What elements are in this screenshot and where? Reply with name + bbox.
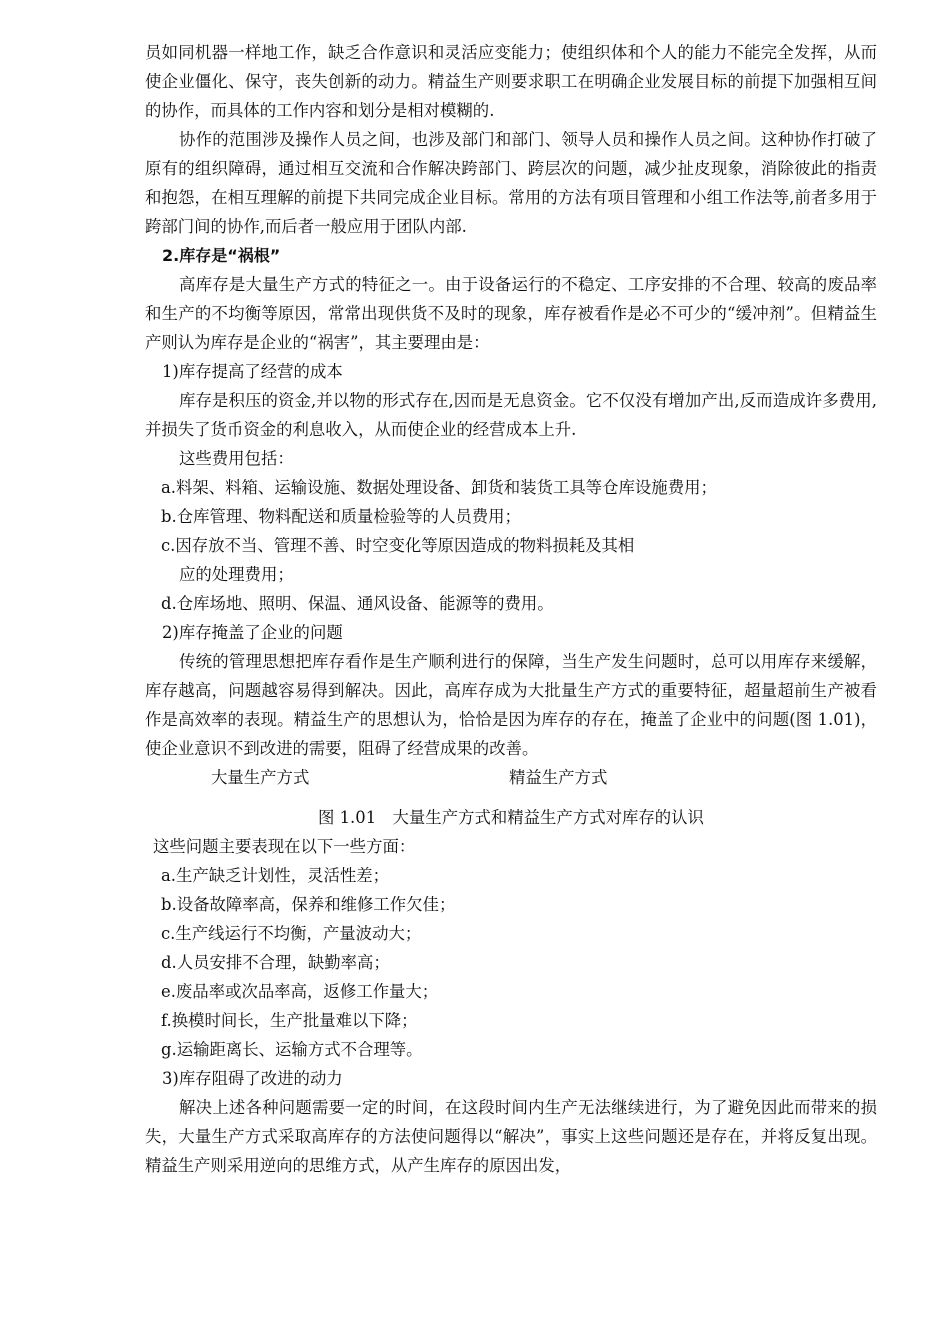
paragraph-problems-intro: 这些问题主要表现在以下一些方面： — [153, 837, 416, 856]
paragraph-hides-problems: 传统的管理思想把库存看作是生产顺利进行的保障，当生产发生问题时，总可以用库存来缓解，库存越高，问题越容易得到解决。因此，高库存成为大批量生产方式的重要特征，超量超前生产被看作是高效率的表现。精益生产的思想认为，恰恰是因为库存的存在，掩盖了企业中的问题(图 1.01)，使企业意识不到改进的需要，阻碍了经营成果的改善。 — [145, 652, 877, 758]
list-item-problem-c: c.生产线运行不均衡，产量波动大； — [161, 924, 422, 943]
paragraph-cost: 库存是积压的资金,并以物的形式存在,因而是无息资金。它不仅没有增加产出,反而造成许多费用,并损失了货币资金的利息收入，从而使企业的经营成本上升. — [145, 391, 877, 439]
list-item-cost-d: d.仓库场地、照明、保温、通风设备、能源等的费用。 — [161, 594, 554, 613]
paragraph-cooperation-scope: 协作的范围涉及操作人员之间，也涉及部门和部门、领导人员和操作人员之间。这种协作打破了原有的组织障碍，通过相互交流和合作解决跨部门、跨层次的问题，减少扯皮现象，消除彼此的指责和抱怨，在相互理解的前提下共同完成企业目标。常用的方法有项目管理和小组工作法等,前者多用于跨部门间的协作,而后者一般应用于团队内部. — [145, 130, 877, 236]
list-item-problem-a: a.生产缺乏计划性，灵活性差； — [161, 866, 390, 885]
figure-labels — [145, 763, 877, 793]
list-item-cost-b: b.仓库管理、物料配送和质量检验等的人员费用； — [161, 507, 521, 526]
subheading-hides-problems: 2)库存掩盖了企业的问题 — [162, 623, 343, 642]
figure-label-mass-production: 大量生产方式 — [211, 768, 310, 787]
list-item-problem-e: e.废品率或次品率高，返修工作量大； — [161, 982, 439, 1001]
subheading-blocks-improvement: 3)库存阻碍了改进的动力 — [162, 1069, 343, 1088]
list-item-cost-a: a.料架、料箱、运输设施、数据处理设备、卸货和装货工具等仓库设施费用； — [161, 478, 717, 497]
figure-caption: 图 1.01 大量生产方式和精益生产方式对库存的认识 — [318, 808, 704, 827]
page-content — [145, 38, 877, 1180]
paragraph-inventory-intro: 高库存是大量生产方式的特征之一。由于设备运行的不稳定、工序安排的不合理、较高的废品率和生产的不均衡等原因，常常出现供货不及时的现象，库存被看作是必不可少的“缓冲剂”。但精益生产则认为库存是企业的“祸害”，其主要理由是： — [145, 275, 877, 352]
list-item-cost-c-continued: 应的处理费用； — [179, 565, 294, 584]
paragraph-cost-list-intro: 这些费用包括： — [179, 449, 294, 468]
paragraph-blocks-improvement: 解决上述各种问题需要一定的时间，在这段时间内生产无法继续进行，为了避免因此而带来的损失，大量生产方式采取高库存的方法使问题得以“解决”，事实上这些问题还是存在，并将反复出现。精益生产则采用逆向的思维方式，从产生库存的原因出发， — [145, 1098, 877, 1175]
figure-spacer — [145, 793, 877, 803]
list-item-problem-g: g.运输距离长、运输方式不合理等。 — [161, 1040, 423, 1059]
list-item-problem-b: b.设备故障率高，保养和维修工作欠佳； — [161, 895, 456, 914]
paragraph-cooperation-end: 员如同机器一样地工作，缺乏合作意识和灵活应变能力；使组织体和个人的能力不能完全发挥，从而使企业僵化、保守，丧失创新的动力。精益生产则要求职工在明确企业发展目标的前提下加强相互间的协作，而具体的工作内容和划分是相对模糊的. — [145, 43, 877, 120]
figure-label-lean-production: 精益生产方式 — [509, 768, 608, 787]
list-item-problem-d: d.人员安排不合理，缺勤率高； — [161, 953, 390, 972]
list-item-problem-f: f.换模时间长，生产批量难以下降； — [161, 1011, 418, 1030]
section-heading-inventory: 2.库存是“祸根” — [162, 246, 281, 265]
list-item-cost-c: c.因存放不当、管理不善、时空变化等原因造成的物料损耗及其相 — [161, 536, 635, 555]
subheading-cost: 1)库存提高了经营的成本 — [162, 362, 343, 381]
